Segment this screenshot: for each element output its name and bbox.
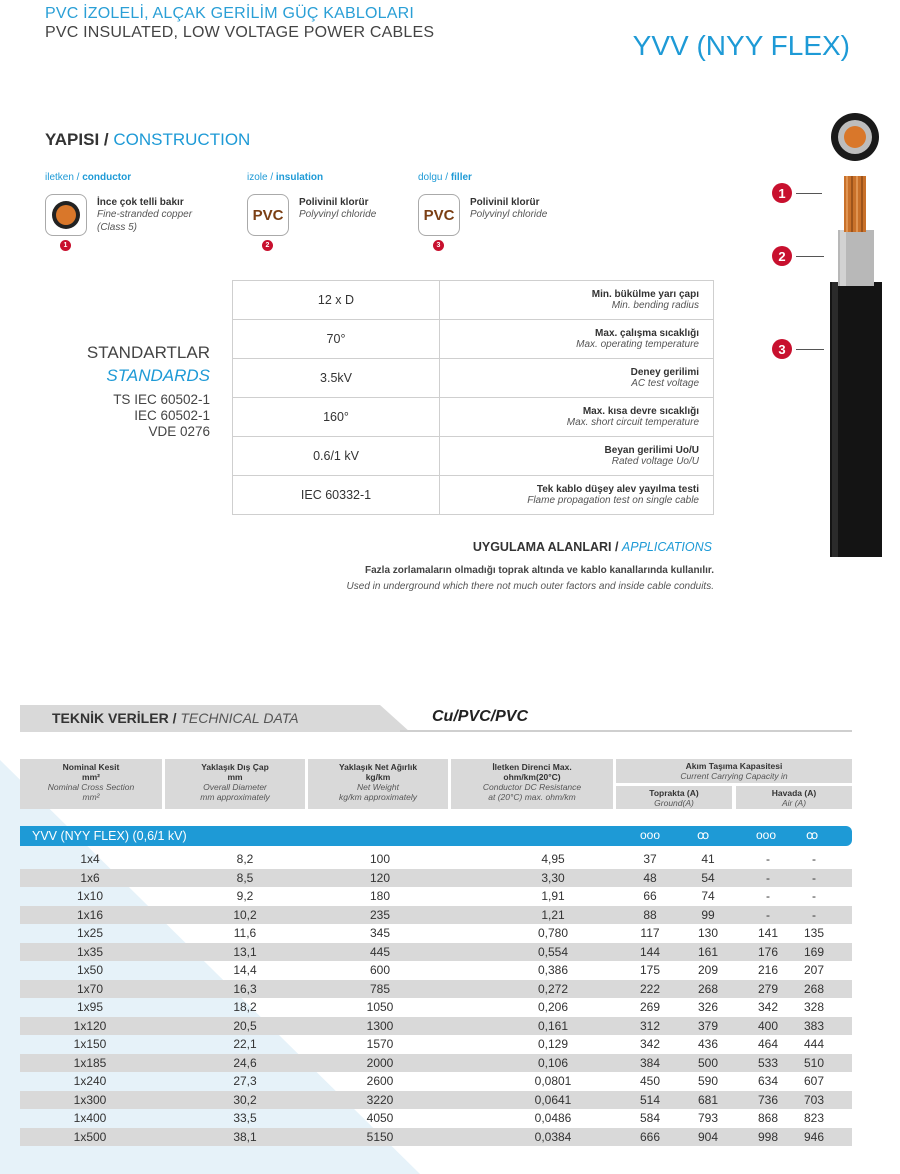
cell-ground-flat: 37 — [643, 852, 657, 866]
cell-weight: 4050 — [366, 1111, 394, 1125]
cell-air-flat: 400 — [757, 1018, 779, 1033]
spec-label-tr: Max. çalışma sıcaklığı — [595, 328, 699, 339]
header-label-en: Air (A) — [781, 798, 807, 808]
table-row — [20, 850, 852, 869]
component-conductor — [45, 172, 193, 249]
cell-weight: 445 — [369, 944, 391, 959]
lead-line-3 — [796, 349, 824, 350]
cell-air-flat: 533 — [757, 1055, 779, 1070]
spec-label-en: AC test voltage — [631, 378, 699, 389]
header-title-en: PVC INSULATED, LOW VOLTAGE POWER CABLES — [45, 24, 435, 41]
header-label-en: Conductor DC Resistance — [482, 782, 582, 792]
construction-title-en: CONSTRUCTION — [113, 130, 251, 149]
cell-air-flat: - — [766, 889, 770, 903]
component-filler — [418, 172, 548, 249]
cell-air-flat: - — [766, 907, 770, 922]
header-label-en: Ground(A) — [654, 798, 694, 808]
standards-list — [60, 392, 210, 440]
cell-diameter: 22,1 — [233, 1037, 257, 1051]
cell-ground-trefoil: 326 — [697, 1000, 719, 1014]
technical-data-rows — [20, 850, 852, 1146]
table-row — [20, 943, 852, 962]
conductor-class: (Class 5) — [97, 222, 138, 233]
cell-diameter: 10,2 — [233, 907, 257, 922]
cell-ground-trefoil: 379 — [697, 1018, 719, 1033]
cell-resistance: 0,106 — [537, 1055, 569, 1070]
marker-3: 3 — [433, 240, 444, 251]
cell-ground-flat: 48 — [643, 870, 657, 885]
cell-ground-trefoil: 99 — [701, 907, 715, 922]
conductor-label-en: conductor — [82, 172, 132, 183]
product-name: YVV (NYY FLEX) — [632, 30, 850, 61]
cell-ground-flat: 514 — [639, 1092, 661, 1107]
cell-air-trefoil: 268 — [803, 981, 825, 996]
cell-weight: 2000 — [366, 1055, 394, 1070]
table-row — [20, 1035, 852, 1054]
spec-row — [233, 281, 714, 320]
filler-label-en: filler — [450, 172, 472, 183]
cell-diameter: 38,1 — [233, 1129, 257, 1144]
cell-resistance: 1,91 — [541, 889, 565, 903]
cell-section: 1x240 — [73, 1074, 107, 1088]
header-unit: mm — [227, 772, 243, 782]
spec-label-tr: Deney gerilimi — [630, 367, 699, 378]
spec-row — [233, 398, 714, 437]
spec-label-en: Max. short circuit temperature — [566, 417, 699, 428]
product-group-band — [20, 826, 852, 846]
cell-section: 1x6 — [80, 870, 100, 885]
cell-air-flat: 216 — [757, 963, 779, 977]
cell-diameter: 9,2 — [236, 889, 254, 903]
applications-text-tr: Fazla zorlamaların olmadığı toprak altında ve kablo kanallarında kullanılır. — [365, 565, 714, 576]
cell-ground-trefoil: 130 — [697, 926, 719, 940]
cell-ground-flat: 584 — [639, 1111, 661, 1125]
standards-title-tr: STANDARTLAR — [86, 343, 210, 362]
cell-diameter: 8,2 — [236, 852, 254, 866]
spec-row — [233, 437, 714, 476]
table-row — [20, 1128, 852, 1147]
cell-weight: 785 — [369, 981, 391, 996]
header-label-tr: Yaklaşık Net Ağırlık — [338, 762, 418, 772]
technical-title-tr: TEKNİK VERİLER / — [52, 710, 177, 726]
cell-air-trefoil: 510 — [803, 1055, 825, 1070]
cell-weight: 345 — [369, 926, 391, 940]
cell-ground-flat: 342 — [639, 1037, 661, 1051]
applications-title-en: APPLICATIONS — [621, 540, 712, 554]
cell-air-trefoil: 328 — [803, 1000, 825, 1014]
insulation-label-tr: izole / — [247, 172, 274, 183]
construction-title-tr: YAPISI / — [45, 130, 109, 149]
cell-ground-trefoil: 793 — [697, 1111, 719, 1125]
cell-ground-flat: 175 — [639, 963, 661, 977]
cell-section: 1x25 — [76, 926, 104, 940]
table-row — [20, 906, 852, 925]
cell-weight: 1570 — [366, 1037, 394, 1051]
cell-resistance: 0,161 — [537, 1018, 569, 1033]
spec-row — [233, 476, 714, 515]
cell-ground-flat: 144 — [639, 944, 661, 959]
cable-marker-2: 2 — [772, 246, 792, 266]
filler-name-en: Polyvinyl chloride — [470, 209, 548, 220]
component-insulation — [247, 172, 377, 249]
cell-air-trefoil: 444 — [803, 1037, 825, 1051]
table-row — [20, 1109, 852, 1128]
cell-air-flat: 342 — [757, 1000, 779, 1014]
cell-section: 1x35 — [76, 944, 104, 959]
applications-title — [473, 540, 712, 554]
cell-resistance: 0,0384 — [534, 1129, 572, 1144]
spec-table — [232, 280, 714, 515]
header-divider — [400, 730, 852, 732]
spec-value: 160° — [233, 398, 440, 437]
spec-value: 12 x D — [233, 281, 440, 320]
cell-weight: 1300 — [366, 1018, 394, 1033]
technical-title-en: TECHNICAL DATA — [180, 710, 299, 726]
table-row — [20, 1054, 852, 1073]
cell-weight: 2600 — [366, 1074, 394, 1088]
cell-diameter: 30,2 — [233, 1092, 257, 1107]
cell-resistance: 0,129 — [537, 1037, 569, 1051]
standard-item: IEC 60502-1 — [134, 408, 210, 423]
cell-ground-trefoil: 209 — [697, 963, 719, 977]
trefoil-formation-icon: ꝏ — [806, 828, 819, 842]
col-header-air — [736, 786, 852, 809]
header-unit-en: mm approximately — [200, 792, 270, 802]
cell-ground-trefoil: 41 — [701, 852, 715, 866]
cell-ground-trefoil: 161 — [697, 944, 719, 959]
cell-section: 1x120 — [73, 1018, 107, 1033]
cell-resistance: 0,272 — [537, 981, 569, 996]
cell-ground-trefoil: 500 — [697, 1055, 719, 1070]
cell-weight: 100 — [369, 852, 391, 866]
spec-value: 3.5kV — [233, 359, 440, 398]
spec-label-en: Min. bending radius — [611, 300, 699, 311]
material-code: Cu/PVC/PVC — [432, 708, 529, 725]
cell-air-flat: 868 — [757, 1111, 779, 1125]
header-unit-en: mm² — [82, 792, 100, 802]
cell-ground-flat: 269 — [639, 1000, 661, 1014]
table-row — [20, 1072, 852, 1091]
cell-air-trefoil: 703 — [803, 1092, 825, 1107]
col-header-weight — [308, 759, 448, 809]
cell-weight: 120 — [369, 870, 391, 885]
cell-air-flat: 176 — [757, 944, 779, 959]
cell-ground-flat: 450 — [639, 1074, 661, 1088]
cell-ground-flat: 117 — [640, 926, 660, 940]
col-header-diameter — [165, 759, 305, 809]
cell-resistance: 0,0801 — [534, 1074, 572, 1088]
cell-air-flat: 141 — [757, 926, 779, 940]
cell-air-flat: 736 — [757, 1092, 779, 1107]
cell-air-flat: 998 — [757, 1129, 779, 1144]
cell-diameter: 11,6 — [233, 926, 257, 940]
spec-row — [233, 359, 714, 398]
cell-air-flat: - — [766, 870, 770, 885]
header-unit-en: at (20°C) max. ohm/km — [488, 792, 576, 802]
cell-section: 1x70 — [76, 981, 104, 996]
table-row — [20, 869, 852, 888]
cell-section: 1x4 — [80, 852, 100, 866]
trefoil-formation-icon: ꝏ — [697, 828, 710, 842]
cell-air-trefoil: 135 — [803, 926, 825, 940]
cell-air-flat: 464 — [757, 1037, 779, 1051]
cell-ground-flat: 88 — [643, 907, 657, 922]
cell-air-trefoil: - — [812, 889, 816, 903]
cell-resistance: 0,0486 — [534, 1111, 572, 1125]
applications-title-tr: UYGULAMA ALANLARI / — [472, 540, 619, 554]
header-unit: kg/km — [365, 772, 391, 782]
cable-illustration — [830, 112, 890, 557]
cell-air-flat: 279 — [757, 981, 779, 996]
cell-diameter: 13,1 — [233, 944, 257, 959]
table-row — [20, 924, 852, 943]
header-label-en: Overall Diameter — [203, 782, 267, 792]
col-header-ground — [616, 786, 732, 809]
table-row — [20, 1091, 852, 1110]
cell-ground-trefoil: 268 — [697, 981, 719, 996]
cell-weight: 5150 — [366, 1129, 394, 1144]
cell-air-trefoil: 946 — [803, 1129, 825, 1144]
cell-weight: 235 — [369, 907, 391, 922]
spec-label-en: Max. operating temperature — [576, 339, 699, 350]
cell-resistance: 0,386 — [537, 963, 569, 977]
table-row — [20, 961, 852, 980]
cell-diameter: 20,5 — [233, 1018, 257, 1033]
cell-ground-flat: 222 — [639, 981, 661, 996]
cell-air-trefoil: - — [812, 870, 816, 885]
cell-air-trefoil: 607 — [803, 1074, 825, 1088]
cell-ground-trefoil: 904 — [697, 1129, 719, 1144]
copper-conductor-icon — [45, 194, 87, 236]
cell-ground-flat: 666 — [639, 1129, 661, 1144]
construction-title — [45, 130, 250, 150]
spec-value: 70° — [233, 320, 440, 359]
col-header-resistance — [451, 759, 613, 809]
cell-air-trefoil: 207 — [803, 963, 825, 977]
cell-diameter: 14,4 — [233, 963, 257, 977]
header-unit-en: kg/km approximately — [339, 792, 417, 802]
cell-resistance: 0,554 — [537, 944, 569, 959]
spec-label-en: Rated voltage Uo/U — [611, 456, 699, 467]
technical-data-title — [52, 710, 299, 726]
cell-weight: 600 — [369, 963, 391, 977]
cell-ground-trefoil: 590 — [697, 1074, 719, 1088]
cell-ground-trefoil: 74 — [701, 889, 715, 903]
cell-air-trefoil: - — [812, 852, 816, 866]
cell-section: 1x50 — [76, 963, 104, 977]
pvc-insulation-icon: PVC — [247, 194, 289, 236]
col-header-section — [20, 759, 162, 809]
header-unit: mm² — [82, 772, 100, 782]
cell-ground-flat: 384 — [639, 1055, 661, 1070]
lead-line-2 — [796, 256, 824, 257]
header-label-en: Nominal Cross Section — [47, 782, 135, 792]
header-title-tr: PVC İZOLELİ, ALÇAK GERİLİM GÜÇ KABLOLARI — [45, 5, 415, 22]
technical-data-header — [20, 705, 852, 732]
cell-resistance: 0,780 — [537, 926, 569, 940]
marker-1: 1 — [60, 240, 71, 251]
header-label-tr: Havada (A) — [771, 788, 817, 798]
spec-label-tr: Max. kısa devre sıcaklığı — [582, 406, 699, 417]
cell-weight: 1050 — [366, 1000, 394, 1014]
insulation-label-en: insulation — [275, 172, 324, 183]
cell-air-trefoil: 383 — [803, 1018, 825, 1033]
cell-resistance: 0,206 — [537, 1000, 569, 1014]
cell-resistance: 3,30 — [541, 870, 565, 885]
header-label-en: Net Weight — [357, 782, 399, 792]
cell-section: 1x95 — [76, 1000, 104, 1014]
filler-name-tr: Polivinil klorür — [470, 197, 540, 208]
spec-label-tr: Min. bükülme yarı çapı — [591, 289, 699, 300]
col-header-capacity — [616, 759, 852, 783]
cell-section: 1x10 — [76, 889, 104, 903]
header-unit: ohm/km(20°C) — [503, 772, 561, 782]
cell-section: 1x150 — [73, 1037, 107, 1051]
table-row — [20, 1017, 852, 1036]
cell-resistance: 4,95 — [541, 852, 565, 866]
cell-weight: 180 — [369, 889, 391, 903]
insulation-name-en: Polyvinyl chloride — [299, 209, 377, 220]
filler-label-tr: dolgu / — [418, 172, 449, 183]
cable-marker-3: 3 — [772, 339, 792, 359]
cell-air-trefoil: 169 — [803, 944, 825, 959]
cell-ground-trefoil: 436 — [697, 1037, 719, 1051]
table-row — [20, 980, 852, 999]
cell-air-flat: - — [766, 852, 770, 866]
cell-air-flat: 634 — [757, 1074, 779, 1088]
spec-label-tr: Tek kablo düşey alev yayılma testi — [536, 484, 699, 495]
cell-diameter: 33,5 — [233, 1111, 257, 1125]
cell-diameter: 16,3 — [233, 981, 257, 996]
product-group-name: YVV (NYY FLEX) (0,6/1 kV) — [32, 829, 187, 843]
header-label-tr: İletken Direnci Max. — [492, 762, 572, 772]
cell-diameter: 24,6 — [233, 1055, 257, 1070]
spec-value: 0.6/1 kV — [233, 437, 440, 476]
insulation-name-tr: Polivinil klorür — [299, 197, 369, 208]
flat-formation-icon: ooo — [640, 828, 661, 842]
cell-ground-flat: 66 — [643, 889, 657, 903]
standards-title-en: STANDARDS — [106, 366, 210, 385]
spec-label-tr: Beyan gerilimi Uo/U — [604, 445, 699, 456]
cell-diameter: 8,5 — [236, 870, 254, 885]
cell-diameter: 18,2 — [233, 1000, 257, 1014]
cell-ground-trefoil: 54 — [701, 870, 715, 885]
conductor-name-en: Fine-stranded copper — [97, 209, 193, 220]
table-row — [20, 998, 852, 1017]
cell-section: 1x300 — [73, 1092, 107, 1107]
applications-text-en: Used in underground which there not much outer factors and inside cable conduits. — [346, 581, 714, 592]
cable-marker-1: 1 — [772, 183, 792, 203]
header-label-tr: Yaklaşık Dış Çap — [201, 762, 269, 772]
spec-value: IEC 60332-1 — [233, 476, 440, 515]
flat-formation-icon: ooo — [756, 828, 777, 842]
pvc-filler-icon: PVC — [418, 194, 460, 236]
cell-section: 1x500 — [73, 1129, 107, 1144]
cell-section: 1x16 — [76, 907, 104, 922]
header-label-tr: Nominal Kesit — [62, 762, 120, 772]
marker-2: 2 — [262, 240, 273, 251]
header-label-en: Current Carrying Capacity in — [680, 771, 788, 781]
cell-ground-flat: 312 — [639, 1018, 661, 1033]
cell-ground-trefoil: 681 — [697, 1092, 719, 1107]
conductor-label-tr: iletken / — [45, 172, 80, 183]
cell-diameter: 27,3 — [233, 1074, 257, 1088]
cell-section: 1x400 — [73, 1111, 107, 1125]
cell-weight: 3220 — [366, 1092, 394, 1107]
cell-resistance: 0,0641 — [534, 1092, 572, 1107]
cell-air-trefoil: - — [812, 907, 816, 922]
standard-item: VDE 0276 — [148, 424, 210, 439]
spec-row — [233, 320, 714, 359]
cell-air-trefoil: 823 — [803, 1111, 825, 1125]
lead-line-1 — [796, 193, 822, 194]
cell-section: 1x185 — [73, 1055, 107, 1070]
header-label-tr: Toprakta (A) — [649, 788, 699, 798]
table-row — [20, 887, 852, 906]
standard-item: TS IEC 60502-1 — [113, 392, 210, 407]
cell-resistance: 1,21 — [541, 907, 565, 922]
spec-label-en: Flame propagation test on single cable — [527, 495, 699, 506]
conductor-name-tr: İnce çok telli bakır — [97, 197, 184, 208]
header-label-tr: Akım Taşıma Kapasitesi — [685, 761, 783, 771]
